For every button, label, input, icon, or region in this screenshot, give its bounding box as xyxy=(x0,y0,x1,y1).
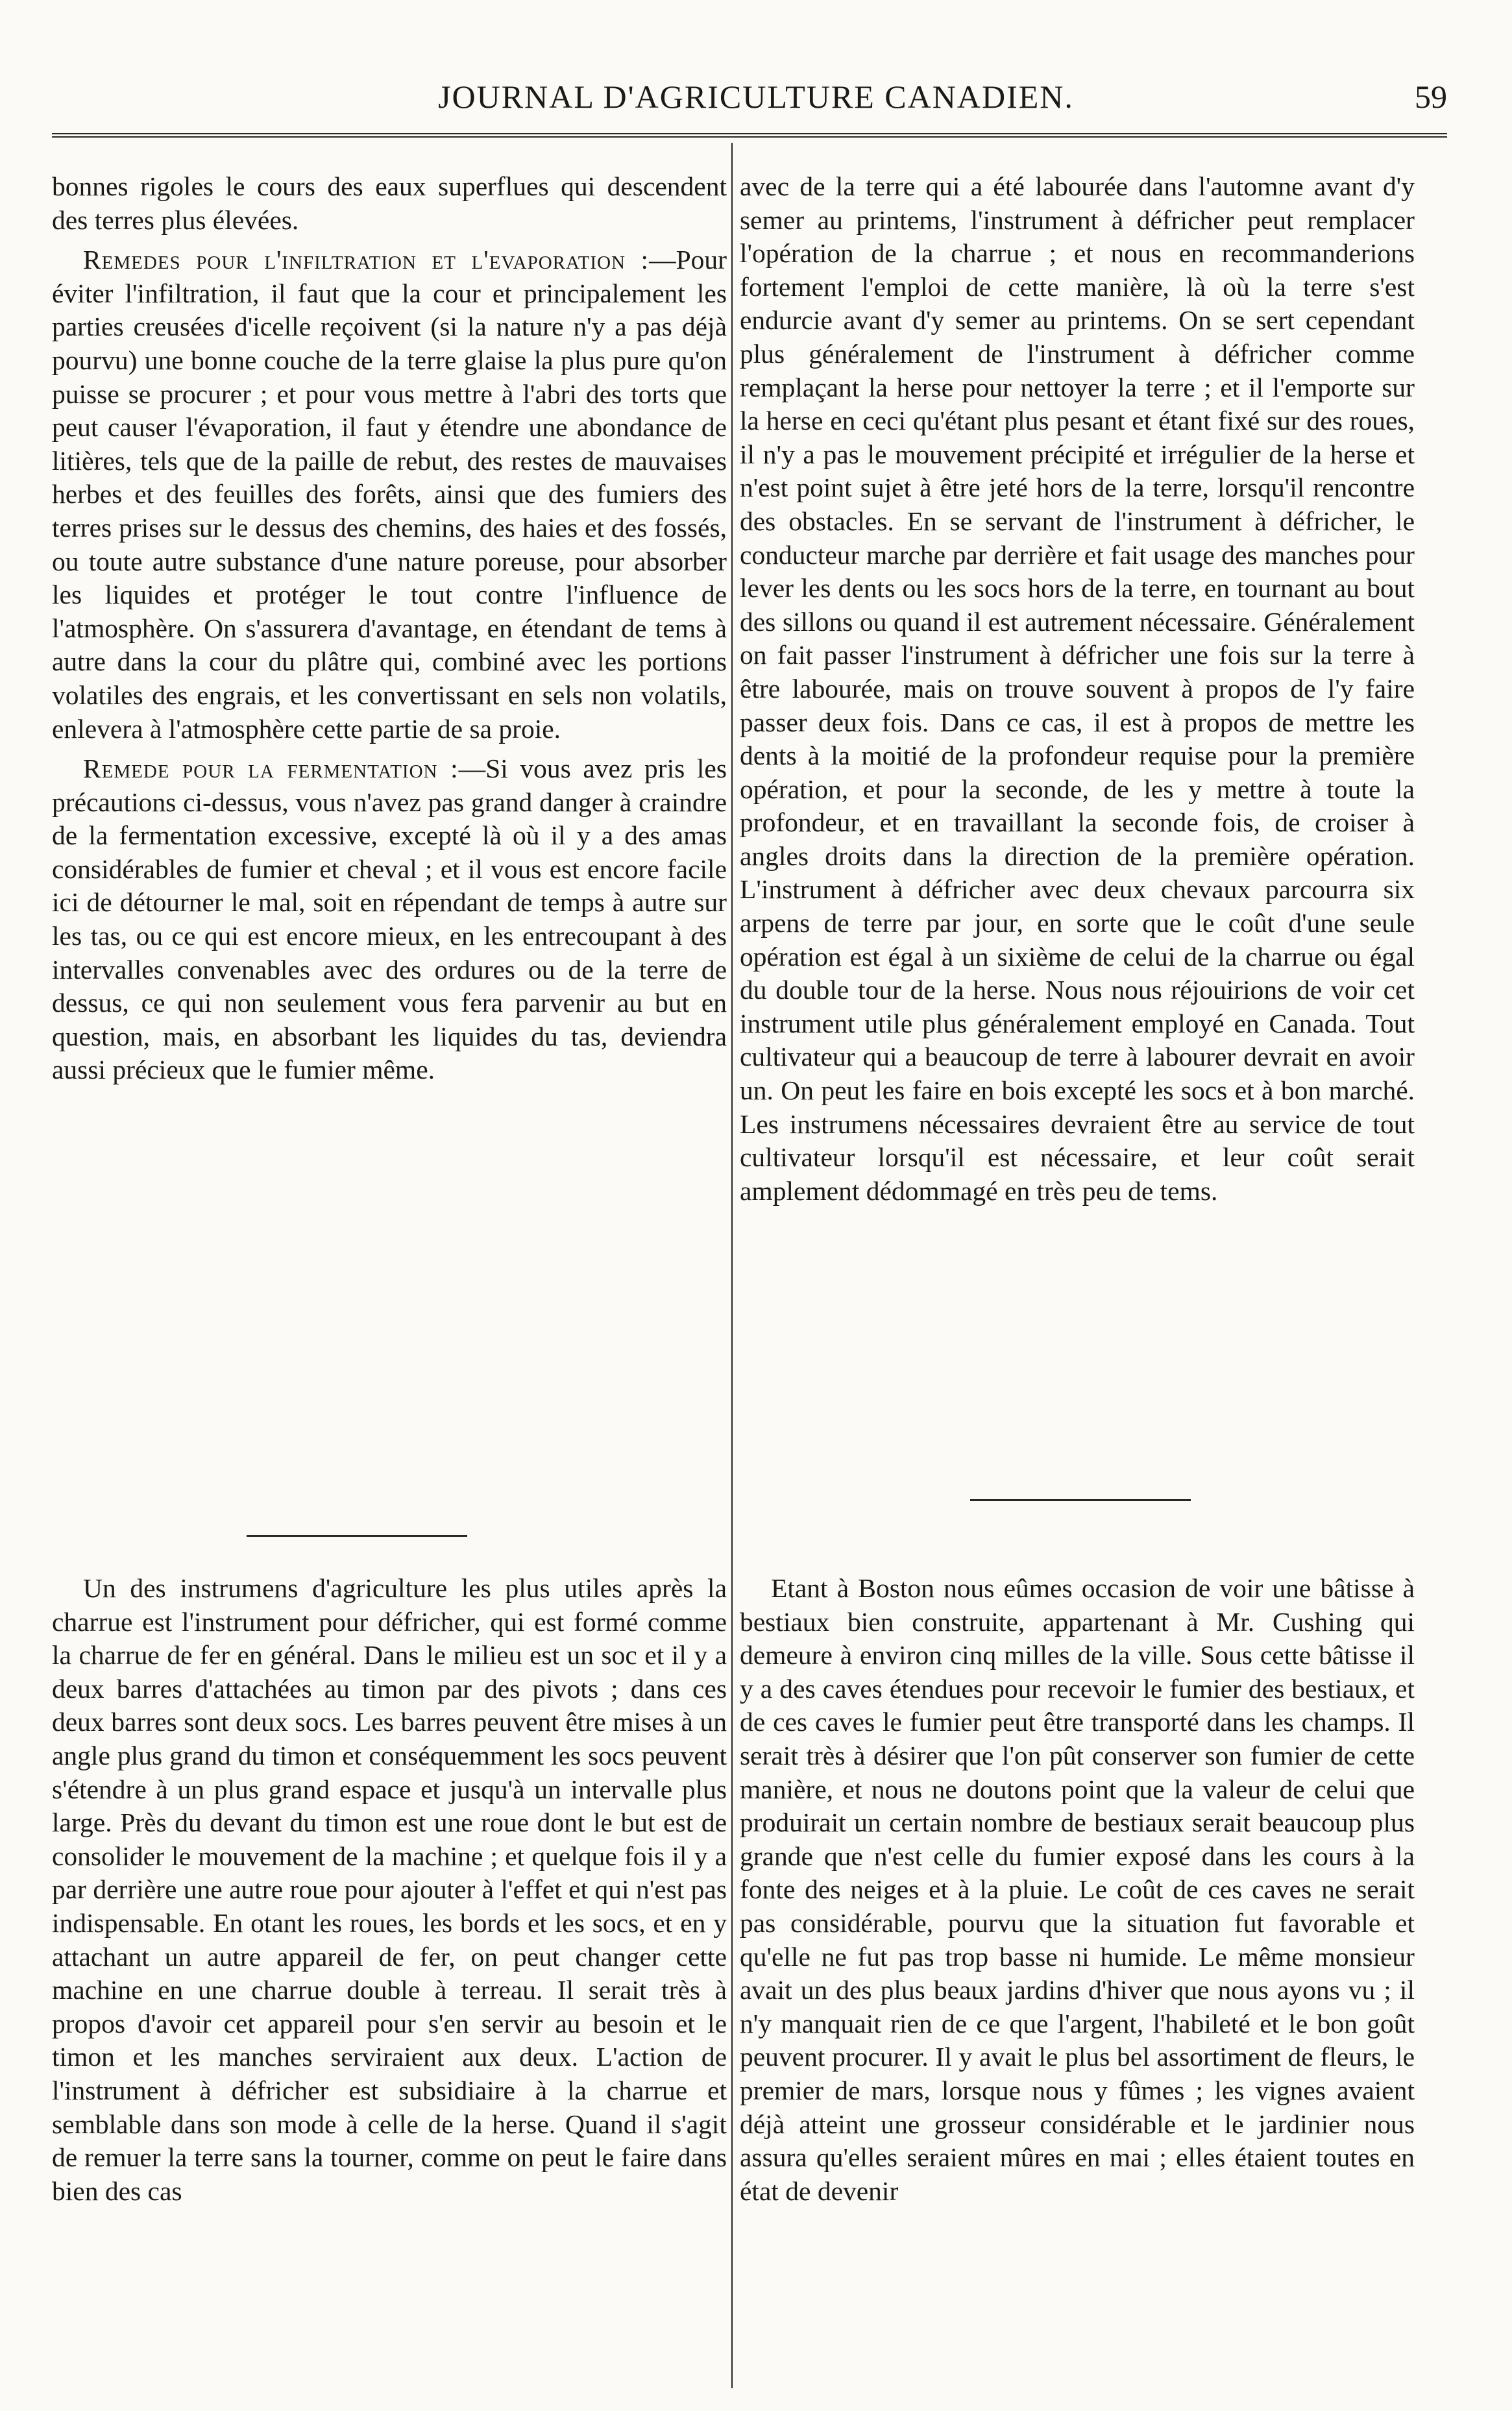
running-title: JOURNAL D'AGRICULTURE CANADIEN. xyxy=(438,79,1074,115)
section-heading: Remedes pour l'infiltration et l'evaporation : xyxy=(83,245,650,275)
paragraph-body: —Si vous avez pris les précautions ci-dessus, vous n'avez pas grand danger à craindre de la fermentation excessive, excepté là où il y a des amas considérables de fumier et cheval ; et il vous est encore facile ici de détourner le mal, soit en répendant de temps à autre sur les tas, ou ce qui est encore mieux, en les entrecoupant à des intervalles convenables avec des ordures ou de la terre de dessus, ce qui non seulement vous fera parvenir au but en question, mais, en absorbant les liquides du tas, deviendra aussi précieux que le fumier même. xyxy=(52,753,727,1085)
section-heading: Remede pour la fermentation : xyxy=(83,753,459,784)
paragraph xyxy=(52,752,727,1087)
section-separator xyxy=(970,1499,1191,1501)
paragraph: Un des instrumens d'agriculture les plus utiles après la charrue est l'instrument pour défricher, qui est formé comme la charrue de fer en général. Dans le milieu est un soc et il y a deux barres d'attachées au timon par des pivots ; dans ces deux barres sont deux socs. Les barres peuvent être mises à un angle plus grand du timon et conséquemment les socs peuvent s'étendre à un plus grand espace et jusqu'à un intervalle plus large. Près du devant du timon est une roue dont le but est de consolider le mouvement de la machine ; et quelque fois il y a par derrière une autre roue pour ajouter à l'effet et qui n'est pas indispensable. En otant les roues, les bords et les socs, et en y attachant un autre appareil de fer, on peut changer cette machine en une charrue double à terreau. Il serait très à propos d'avoir cet appareil pour s'en servir au besoin et le timon et les manches serviraient aux deux. L'action de l'instrument à défricher est subsidiaire à la charrue et semblable dans son mode à celle de la herse. Quand il s'agit de remuer la terre sans la tourner, comme on peut le faire dans bien des cas xyxy=(52,1573,727,2206)
left-column-lower xyxy=(52,1572,727,2208)
header-rule xyxy=(52,133,1447,138)
section-separator xyxy=(247,1535,467,1537)
page-header xyxy=(52,71,1460,123)
left-column xyxy=(52,170,727,1087)
paragraph: Etant à Boston nous eûmes occasion de voir une bâtisse à bestiaux bien construite, appartenant à Mr. Cushing qui demeure à environ cinq milles de la ville. Sous cette bâtisse il y a des caves étendues pour recevoir le fumier des bestiaux, et de ces caves le fumier peut être transporté dans les champs. Il serait très à désirer que l'on pût conserver son fumier de cette manière, et nous ne doutons point que la valeur de celui que produirait un certain nombre de bestiaux serait beaucoup plus grande que n'est celle du fumier exposé dans les cours à la fonte des neiges et à la pluie. Le coût de ces caves ne serait pas considérable, pourvu que la situation fut favorable et qu'elle ne fut pas trop basse ni humide. Le même monsieur avait un des plus beaux jardins d'hiver que nous ayons vu ; il n'y manquait rien de ce que l'argent, l'habileté et le bon goût peuvent procurer. Il y avait le plus bel assortiment de fleurs, le premier de mars, lorsque nous y fûmes ; les vignes avaient déjà atteint une grosseur considérable et le jardinier nous assura qu'elles seraient mûres en mai ; elles étaient toutes en état de devenir xyxy=(740,1573,1415,2206)
paragraph-body: —Pour éviter l'infiltration, il faut que la cour et principalement les parties creusées d'icelle reçoivent (si la nature n'y a pas déjà pourvu) une bonne couche de la terre glaise la plus pure qu'on puisse se procurer ; et pour vous mettre à l'abri des torts que peut causer l'évaporation, il faut y étendre une abondance de litières, tels que de la paille de rebut, des restes de mauvaises herbes et des feuilles des forêts, ainsi que des fumiers des terres prises sur le dessus des chemins, des haies et des fossés, ou toute autre substance d'une nature poreuse, pour absorber les liquides et protéger le tout contre l'influence de l'atmosphère. On s'assurera d'avantage, en étendant de tems à autre dans la cour du plâtre qui, combiné avec les portions volatiles des engrais, et les convertissant en sels non volatils, enlevera à l'atmosphère cette partie de sa proie. xyxy=(52,245,727,744)
right-column xyxy=(740,170,1415,1208)
paragraph xyxy=(52,243,727,746)
paragraph: avec de la terre qui a été labourée dans l'automne avant d'y semer au printems, l'instrument à défricher peut remplacer l'opération de la charrue ; et nous en recommanderions fortement l'emploi de cette manière, là où la terre s'est endurcie avant d'y semer au printems. On se sert cependant plus généralement de l'instrument à défricher comme remplaçant la herse pour nettoyer la terre ; et il l'emporte sur la herse en ceci qu'étant plus pesant et étant fixé sur des roues, il n'y a pas le mouvement précipité et irrégulier de la herse et n'est point sujet à être jeté hors de la terre, lorsqu'il rencontre des obstacles. En se servant de l'instrument à défricher, le conducteur marche par derrière et fait usage des manches pour lever les dents ou les socs hors de la terre, en tournant au bout des sillons ou quand il est autrement nécessaire. Généralement on fait passer l'instrument à défricher une fois sur la terre à être labourée, mais on trouve souvent à propos de l'y faire passer deux fois. Dans ce cas, il est à propos de mettre les dents à la moitié de la profondeur requise pour la première opération, et pour la seconde, de les y mettre à toute la profondeur, et en travaillant la seconde fois, de croiser à angles droits dans la direction de la première opération. L'instrument à défricher avec deux chevaux parcourra six arpens de terre par jour, en sorte que le coût d'une seule opération est égal à un sixième de celui de la charrue ou égal du double tour de la herse. Nous nous réjouirions de voir cet instrument utile plus généralement employé en Canada. Tout cultivateur qui a beaucoup de terre à labourer devrait en avoir un. On peut les faire en bois excepté les socs et à bon marché. Les instrumens nécessaires devraient être au service de tout cultivateur lorsqu'il est nécessaire, et leur coût serait amplement dédommagé en très peu de tems. xyxy=(740,171,1415,1206)
right-column-lower xyxy=(740,1572,1415,2208)
column-divider xyxy=(731,143,733,2388)
paragraph: bonnes rigoles le cours des eaux superflues qui descendent des terres plus élevées. xyxy=(52,171,727,235)
page-number: 59 xyxy=(1415,79,1447,115)
